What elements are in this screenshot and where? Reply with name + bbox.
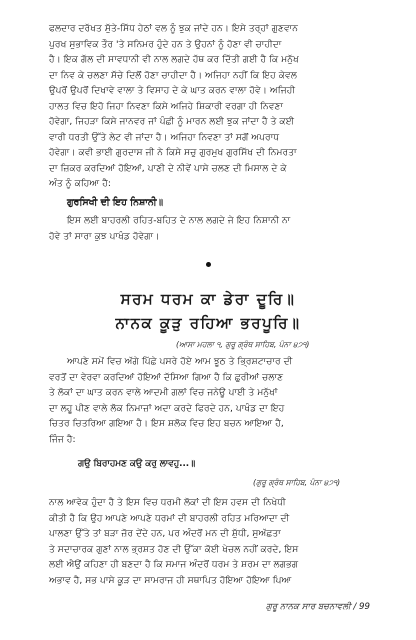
paragraph-hypocrisy <box>49 355 379 448</box>
paragraph-humility <box>49 22 379 193</box>
section-divider-dot <box>206 262 211 267</box>
verse-line-1: ਸਰਮ ਧਰਮ ਕਾ ਡੇਰਾ ਦੂਰਿ॥ <box>120 290 296 308</box>
text-line: ਪੁਰਖ ਸੁਭਾਵਿਕ ਤੌਰ 'ਤੇ ਸਨਿਮਰ ਹੁੰਦੇ ਹਨ ਤੇ ਉਹਨਾਂ ਨੂੰ ਹੋਣਾ ਵੀ ਚਾਹੀਦਾ <box>49 39 282 50</box>
paragraph-conclusion <box>49 214 379 245</box>
text-line: ਦਾ ਜ਼ਿਕਰ ਕਰਦਿਆਂ ਹੋਇਆਂ, ਪਾਣੀ ਦੇ ਨੀਵੇਂ ਪਾਸੇ ਚਲਣ ਦੀ ਮਿਸਾਲ ਦੇ ਕੇ <box>49 163 287 174</box>
text-line: ਉਪਰੋਂ ਉਪਰੋਂ ਦਿਖਾਵੇ ਵਾਲਾ ਤੇ ਵਿਸਾਹ ਦੇ ਕੇ ਘਾਤ ਕਰਨ ਵਾਲਾ ਹੋਵੇ। ਅਜਿਹੀ <box>49 86 296 96</box>
verse-line-2: ਨਾਨਕ ਕੂੜੁ ਰਹਿਆ ਭਰਪੂਰਿ॥ <box>115 314 301 332</box>
text-line: ਹੋਵੇ ਤਾਂ ਸਾਰਾ ਕੁਝ ਪਾਖੰਡ ਹੋਵੇਗਾ। <box>49 231 160 242</box>
text-line: ਆਪਣੇ ਸਮੇਂ ਵਿਚ ਅੱਗੇ ਪਿੱਛੇ ਪਸਰੇ ਹੋਏ ਆਮ ਝੂਠ ਤੇ ਭ੍ਰਿਸ਼ਟਾਚਾਰ ਦੀ <box>67 357 293 367</box>
text-line: ਕੀਤੀ ਹੈ ਕਿ ਉਹ ਆਪਣੇ ਆਪਣੇ ਧਰਮਾਂ ਦੀ ਬਾਹਰਲੀ ਰਹਿਤ ਮਰਿਆਦਾ ਦੀ <box>49 513 290 524</box>
paragraph-critique <box>49 496 379 589</box>
text-line: ਹੈ। ਇਕ ਗੱਲ ਦੀ ਸਾਵਧਾਨੀ ਵੀ ਨਾਲ ਲਗਦੇ ਹੱਥ ਕਰ ਦਿੱਤੀ ਗਈ ਹੈ ਕਿ ਮਨੁੱਖ <box>49 55 299 65</box>
text-line: ਤੇ ਸਦਾਚਾਰਕ ਗੁਣਾਂ ਨਾਲ ਭ੍ਰਸ਼ਤ ਹੋਣ ਦੀ ਉੱਕਾ ਕੋਈ ਖੇਚਲ ਨਹੀਂ ਕਰਦੇ, ਇਸ <box>49 544 299 555</box>
shlok-citation: (ਗੁਰੂ ਗ੍ਰੰਥ ਸਾਹਿਬ, ਪੰਨਾ ੪੭੧) <box>253 478 341 487</box>
text-line: ਨਾਲ ਆਵੇਕ ਹੁੰਦਾ ਹੈ ਤੇ ਇਸ ਵਿਚ ਧਰਮੀ ਲੋਕਾਂ ਦੀ ਇਸ ਹਵਸ ਦੀ ਨਿਖੇਧੀ <box>49 498 286 508</box>
text-line: ਹੋਵੇਗਾ। ਕਵੀ ਭਾਈ ਗੁਰਦਾਸ ਜੀ ਨੇ ਕਿਸੇ ਸਚੁ ਗੁਰਮੁਖ ਗੁਰਸਿੱਖ ਦੀ ਨਿਮਰਤਾ <box>49 148 297 158</box>
text-line: ਹੋਵੇਗਾ, ਜਿਹੜਾ ਕਿਸੇ ਜਾਨਵਰ ਜਾਂ ਪੰਛੀ ਨੂੰ ਮਾਰਨ ਲਈ ਝੁਕ ਜਾਂਦਾ ਹੈ ਤੇ ਕਈ <box>49 117 295 127</box>
text-line: ਇਸ ਲਈ ਬਾਹਰਲੀ ਰਹਿਤ-ਬਹਿਤ ਦੇ ਨਾਲ ਲਗਦੇ ਜੇ ਇਹ ਨਿਸ਼ਾਨੀ ਨਾ <box>67 216 291 226</box>
text-line: ਫਲਦਾਰ ਦਰੱਖਤ ਸੁੱਤੇ-ਸਿੱਧ ਹੇਠਾਂ ਵਲ ਨੂੰ ਝੁਕ ਜਾਂਦੇ ਹਨ। ਇਸੇ ਤਰ੍ਹਾਂ ਗੁਣਵਾਨ <box>49 24 299 34</box>
text-line: ਪਾਲਣਾ ਉੱਤੇ ਤਾਂ ਬੜਾ ਜ਼ੋਰ ਦੇਂਦੇ ਹਨ, ਪਰ ਅੰਦਰੋਂ ਮਨ ਦੀ ਸ਼ੁੱਧੀ, ਸੁਅੱਛਤਾ <box>49 529 281 539</box>
text-line: ਵਰਤੋਂ ਦਾ ਵੇਰਵਾ ਕਰਦਿਆਂ ਹੋਇਆਂ ਦੱਸਿਆ ਗਿਆ ਹੈ ਕਿ ਛੁਰੀਆਂ ਚਲਾਣ <box>49 372 284 383</box>
text-line: ਅੰਤ ਨੂੰ ਕਹਿਆ ਹੈ: <box>49 179 112 189</box>
text-line: ਤੇ ਲੋਕਾਂ ਦਾ ਘਾਤ ਕਰਨ ਵਾਲੇ ਆਦਮੀ ਗਲਾਂ ਵਿਚ ਜਨੇਊ ਪਾਈ ਤੇ ਮਨੁੱਖਾਂ <box>49 388 278 398</box>
text-line: ਅਭਾਵ ਹੈ, ਸਭ ਪਾਸੇ ਕੂੜ ਦਾ ਸਾਮਰਾਜ ਹੀ ਸਥਾਪਿਤ ਹੋਇਆ ਹੋਇਆ ਪਿਆ <box>49 575 292 586</box>
text-line: ਹਾਲਤ ਵਿਚ ਇਹੋ ਜਿਹਾ ਨਿਵਣਾ ਕਿਸੇ ਅਜਿਹੇ ਸ਼ਿਕਾਰੀ ਵਰਗਾ ਹੀ ਨਿਵਣਾ <box>49 101 284 112</box>
text-line: ਲਈ ਐਉਂ ਕਹਿਣਾ ਹੀ ਬਣਦਾ ਹੈ ਕਿ ਸਮਾਜ ਅੰਦਰੋਂ ਧਰਮ ਤੇ ਸ਼ਰਮ ਦਾ ਲਗਭਗ <box>49 560 299 570</box>
text-line: ਦਾ ਲਹੂ ਪੀਣ ਵਾਲੇ ਲੋਕ ਨਿਮਾਜ਼ਾਂ ਅਦਾ ਕਰਦੇ ਫਿਰਦੇ ਹਨ, ਪਾਖੰਡ ਦਾ ਇਹ <box>49 403 285 414</box>
text-line: ਵਾਰੀ ਧਰਤੀ ਉੱਤੇ ਲੇਟ ਵੀ ਜਾਂਦਾ ਹੈ। ਅਜਿਹਾ ਨਿਵਣਾ ਤਾਂ ਸਗੋਂ ਅਪਰਾਧ <box>49 132 280 143</box>
verse-citation: (ਆਸਾ ਮਹਲਾ ੧, ਗੁਰੂ ਗ੍ਰੰਥ ਸਾਹਿਬ, ਪੰਨਾ ੪੭੧) <box>176 340 310 349</box>
text-line: ਦਾ ਨਿਵ ਕੇ ਚਲਣਾ ਸੱਚੇ ਦਿਲੋਂ ਹੋਣਾ ਚਾਹੀਦਾ ਹੈ। ਅਜਿਹਾ ਨਹੀਂ ਕਿ ਇਹ ਕੇਵਲ <box>49 70 297 81</box>
shlok-quote: ਗਉ ਬਿਰਾਹਮਣ ਕਉ ਕਰੁ ਲਾਵਹੁ...॥ <box>78 459 196 469</box>
gurbani-quote-line: ਗੁਰਸਿਖੀ ਦੀ ਇਹ ਨਿਸ਼ਾਨੀ॥ <box>67 197 163 208</box>
text-line: ਚਿਤਰ ਚਿਤਰਿਆ ਗਇਆ ਹੈ। ਇਸ ਸ਼ਲੋਕ ਵਿਚ ਇਹ ਬਚਨ ਆਇਆ ਹੈ, <box>49 419 284 429</box>
text-line: ਜਿੰਜ ਹੈ: <box>49 434 76 445</box>
page-footer: ਗੁਰੂ ਨਾਨਕ ਸਾਰ ਬਚਨਾਵਲੀ / 99 <box>265 602 370 612</box>
